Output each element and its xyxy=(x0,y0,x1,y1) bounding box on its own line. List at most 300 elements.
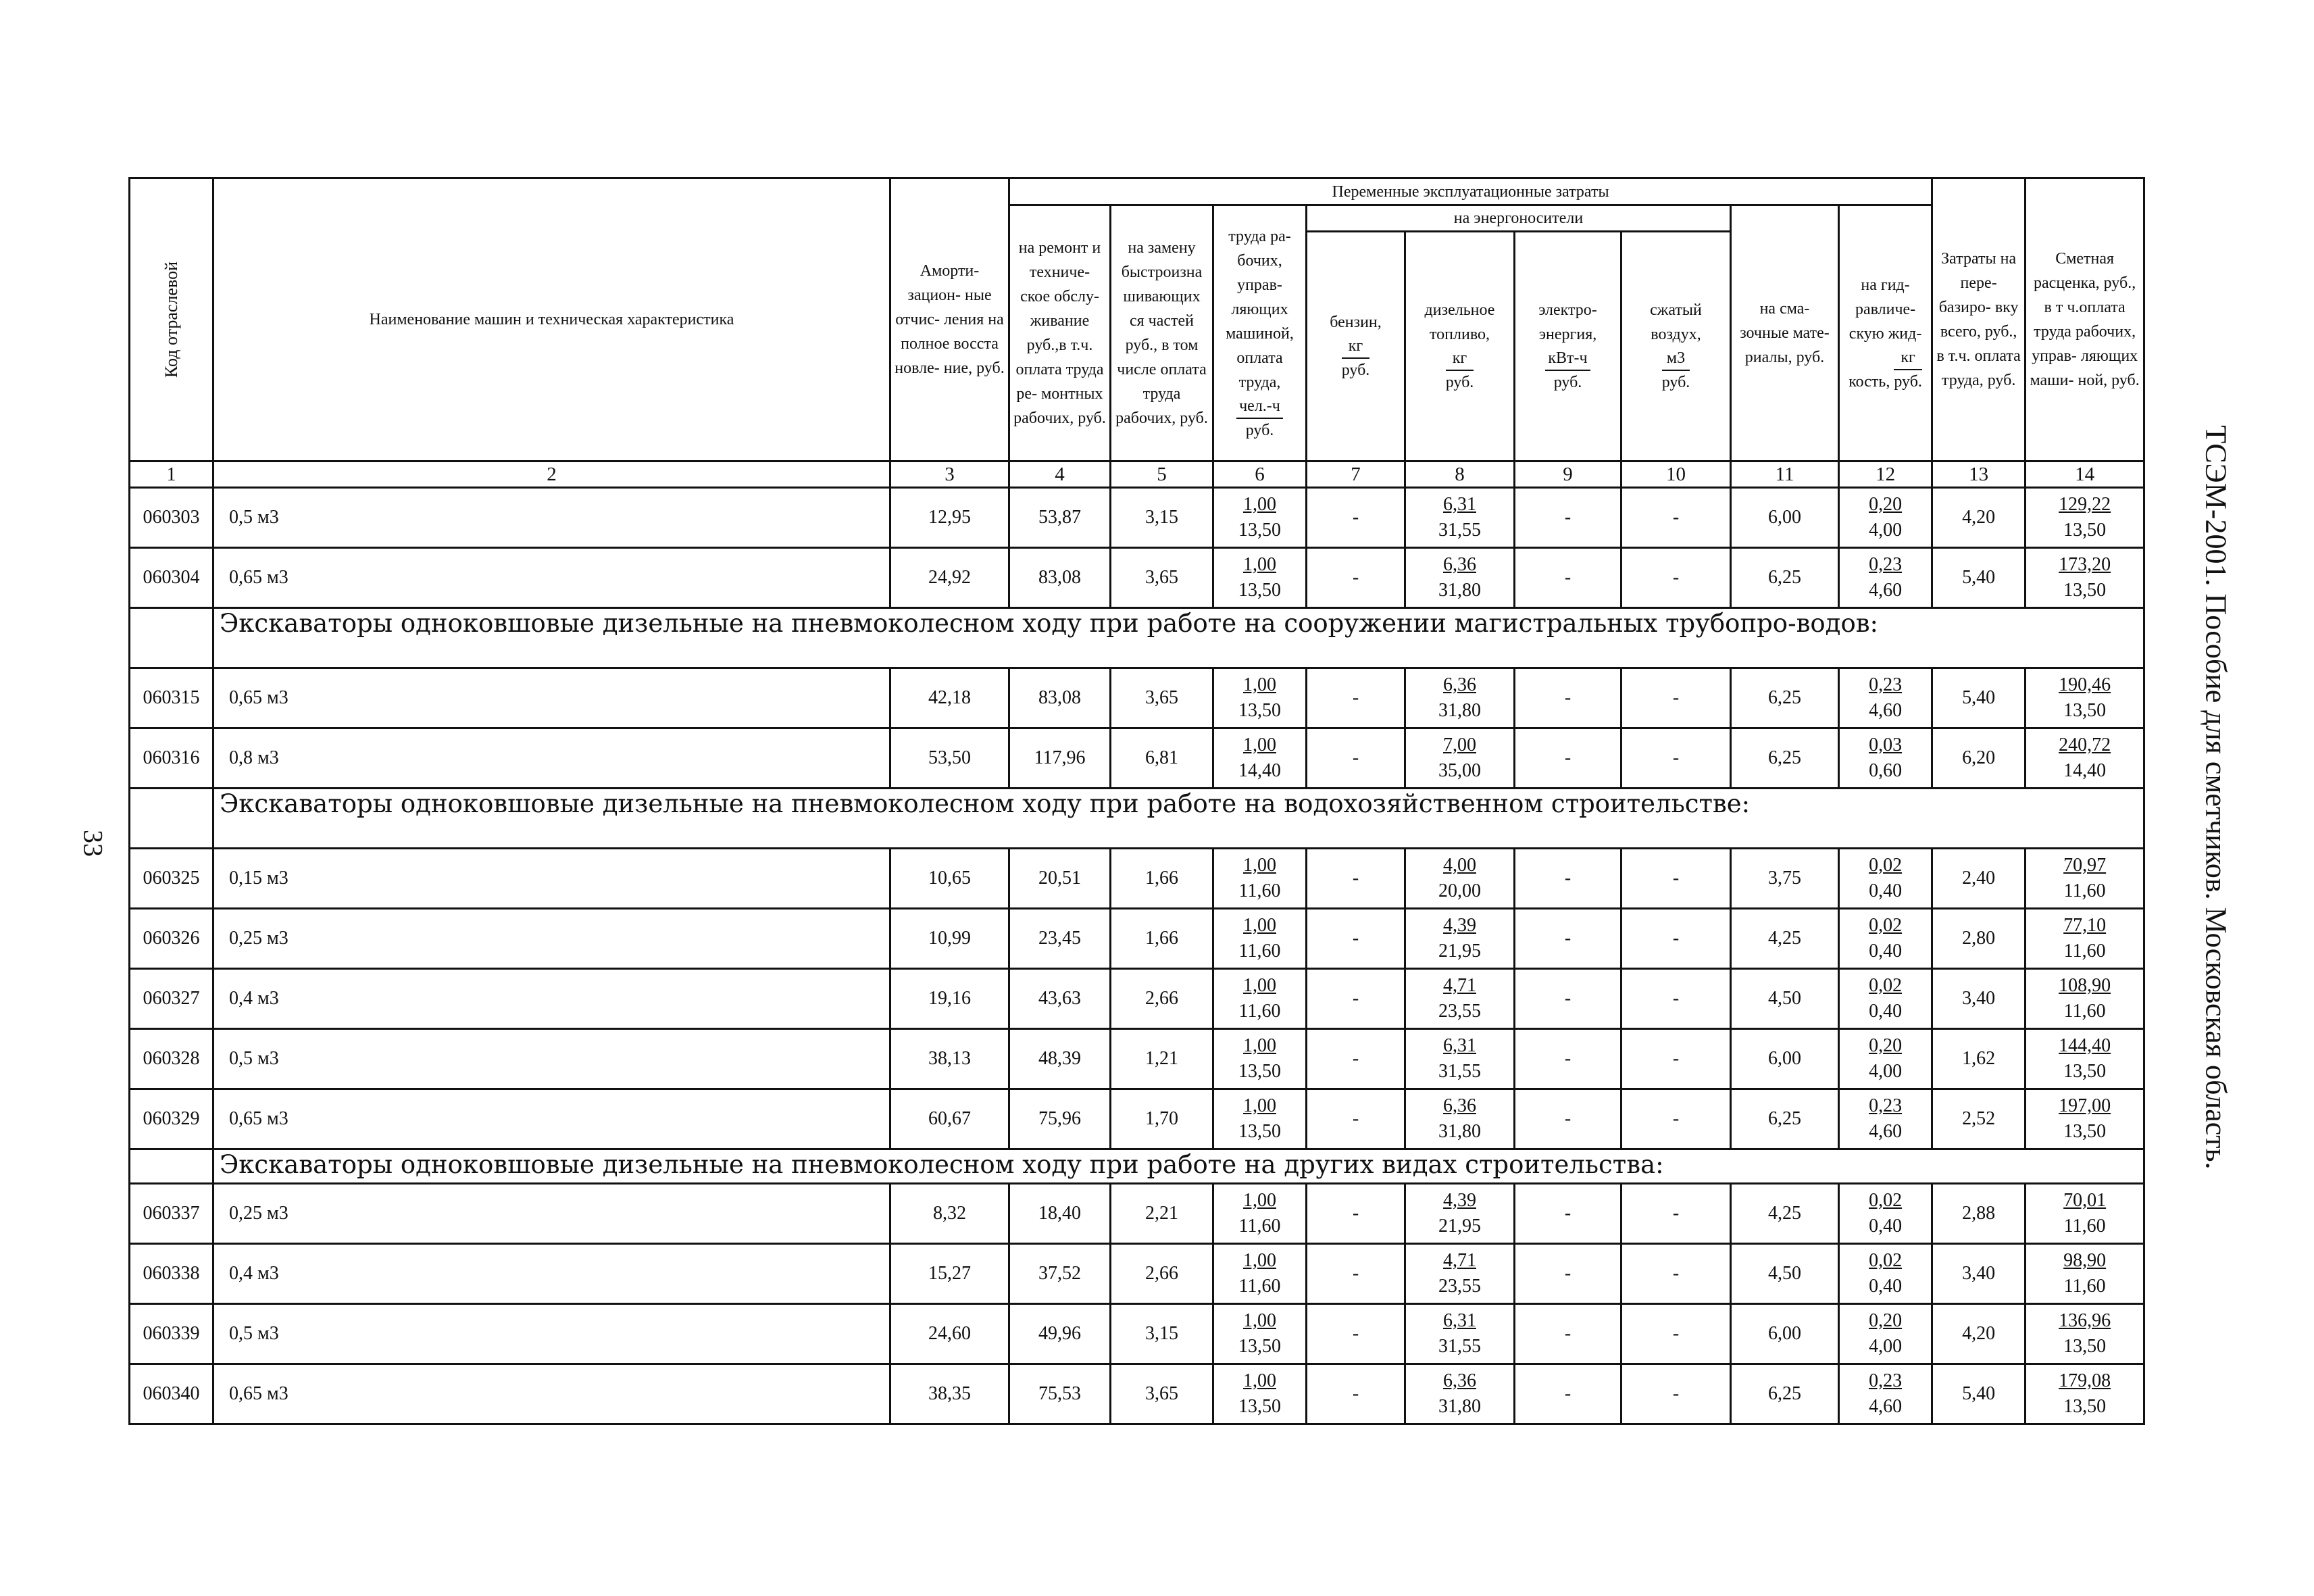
header-repair: на ремонт и техниче- ское обслу- живание руб.,в т.ч. оплата труда ре- монтных рабочих, руб. xyxy=(1009,205,1111,462)
row-estimate xyxy=(2026,1364,2144,1424)
col-number: 13 xyxy=(1932,462,2026,488)
table-row xyxy=(130,1244,2144,1304)
col-number: 7 xyxy=(1307,462,1405,488)
row-electricity: - xyxy=(1515,1029,1621,1089)
row-repair: 117,96 xyxy=(1009,728,1111,789)
row-repair: 49,96 xyxy=(1009,1304,1111,1364)
row-hydraulic-top: 0,23 xyxy=(1869,1370,1903,1391)
row-diesel-bottom: 20,00 xyxy=(1438,880,1481,901)
row-amortization: 53,50 xyxy=(890,728,1009,789)
row-labor-top: 1,00 xyxy=(1243,1370,1276,1391)
row-estimate xyxy=(2026,548,2144,608)
row-name: 0,4 м3 xyxy=(213,1244,890,1304)
row-diesel-bottom: 31,80 xyxy=(1438,1396,1481,1417)
row-diesel xyxy=(1405,1304,1515,1364)
row-estimate-top: 240,72 xyxy=(2059,734,2111,755)
row-diesel xyxy=(1405,1244,1515,1304)
row-code: 060304 xyxy=(130,548,213,608)
row-compressed-air: - xyxy=(1621,1364,1731,1424)
row-petrol: - xyxy=(1307,488,1405,548)
row-diesel-top: 6,36 xyxy=(1443,1370,1476,1391)
row-relocation: 4,20 xyxy=(1932,488,2026,548)
machine-cost-table xyxy=(128,177,2145,1425)
row-diesel-top: 6,31 xyxy=(1443,1035,1476,1056)
header-labor xyxy=(1213,205,1307,462)
row-lubricants: 4,50 xyxy=(1731,1244,1839,1304)
header-electricity: электро- энергия, кВт-ч руб. xyxy=(1515,232,1621,462)
row-labor xyxy=(1213,728,1307,789)
row-name: 0,65 м3 xyxy=(213,548,890,608)
header-variable-costs: Переменные эксплуатационные затраты xyxy=(1009,178,1932,205)
row-estimate-top: 77,10 xyxy=(2063,915,2107,936)
row-name: 0,8 м3 xyxy=(213,728,890,789)
row-parts: 3,65 xyxy=(1111,668,1213,728)
row-petrol: - xyxy=(1307,1029,1405,1089)
row-compressed-air: - xyxy=(1621,969,1731,1029)
row-compressed-air: - xyxy=(1621,1244,1731,1304)
col-number: 2 xyxy=(213,462,890,488)
row-labor xyxy=(1213,1244,1307,1304)
row-estimate-bottom: 11,60 xyxy=(2063,880,2106,901)
row-code: 060340 xyxy=(130,1364,213,1424)
row-name: 0,65 м3 xyxy=(213,1364,890,1424)
row-name: 0,65 м3 xyxy=(213,668,890,728)
row-diesel-top: 4,39 xyxy=(1443,1190,1476,1211)
group0-body xyxy=(130,488,2144,608)
header-hydraulic-text: на гид- равличе- скую жид- кость, xyxy=(1848,276,1922,391)
row-compressed-air: - xyxy=(1621,1304,1731,1364)
row-parts: 2,66 xyxy=(1111,969,1213,1029)
row-labor-bottom: 13,50 xyxy=(1238,1336,1281,1357)
row-petrol: - xyxy=(1307,1304,1405,1364)
row-code: 060328 xyxy=(130,1029,213,1089)
row-compressed-air: - xyxy=(1621,668,1731,728)
table-row xyxy=(130,909,2144,969)
row-amortization: 10,65 xyxy=(890,849,1009,909)
row-petrol: - xyxy=(1307,1364,1405,1424)
row-parts: 6,81 xyxy=(1111,728,1213,789)
table-row xyxy=(130,1029,2144,1089)
row-lubricants: 6,00 xyxy=(1731,1304,1839,1364)
row-hydraulic-top: 0,23 xyxy=(1869,674,1903,695)
header-hydraulic xyxy=(1839,205,1932,462)
row-estimate-bottom: 11,60 xyxy=(2063,941,2106,962)
page-number: 33 xyxy=(78,830,109,857)
row-diesel-top: 6,31 xyxy=(1443,494,1476,515)
table-row xyxy=(130,969,2144,1029)
row-relocation: 5,40 xyxy=(1932,668,2026,728)
table-row xyxy=(130,1184,2144,1244)
row-name: 0,25 м3 xyxy=(213,909,890,969)
row-labor-top: 1,00 xyxy=(1243,494,1276,515)
row-diesel-bottom: 31,55 xyxy=(1438,1336,1481,1357)
row-code: 060316 xyxy=(130,728,213,789)
row-hydraulic xyxy=(1839,1364,1932,1424)
row-repair: 83,08 xyxy=(1009,548,1111,608)
table-row xyxy=(130,1304,2144,1364)
row-diesel-bottom: 35,00 xyxy=(1438,760,1481,781)
row-diesel-top: 6,36 xyxy=(1443,1095,1476,1116)
row-code: 060329 xyxy=(130,1089,213,1149)
row-labor-top: 1,00 xyxy=(1243,915,1276,936)
row-hydraulic xyxy=(1839,1304,1932,1364)
row-diesel xyxy=(1405,548,1515,608)
row-hydraulic-bottom: 4,60 xyxy=(1869,580,1903,601)
row-code: 060315 xyxy=(130,668,213,728)
row-repair: 43,63 xyxy=(1009,969,1111,1029)
row-labor-bottom: 11,60 xyxy=(1238,1276,1281,1297)
row-hydraulic-top: 0,23 xyxy=(1869,554,1903,575)
row-hydraulic-bottom: 4,60 xyxy=(1869,1121,1903,1142)
row-estimate-bottom: 14,40 xyxy=(2063,760,2107,781)
row-compressed-air: - xyxy=(1621,1029,1731,1089)
row-estimate xyxy=(2026,488,2144,548)
table-row xyxy=(130,548,2144,608)
row-lubricants: 6,25 xyxy=(1731,548,1839,608)
row-code: 060326 xyxy=(130,909,213,969)
row-name: 0,5 м3 xyxy=(213,488,890,548)
row-amortization: 8,32 xyxy=(890,1184,1009,1244)
row-labor-bottom: 13,50 xyxy=(1238,520,1281,541)
row-relocation: 2,40 xyxy=(1932,849,2026,909)
header-code-label: Код отраслевой xyxy=(161,261,181,378)
row-diesel xyxy=(1405,668,1515,728)
row-name: 0,4 м3 xyxy=(213,969,890,1029)
row-estimate-bottom: 13,50 xyxy=(2063,700,2107,721)
row-code: 060339 xyxy=(130,1304,213,1364)
row-labor-top: 1,00 xyxy=(1243,1095,1276,1116)
row-relocation: 6,20 xyxy=(1932,728,2026,789)
row-lubricants: 6,00 xyxy=(1731,1029,1839,1089)
row-parts: 3,65 xyxy=(1111,1364,1213,1424)
row-parts: 1,21 xyxy=(1111,1029,1213,1089)
row-estimate xyxy=(2026,849,2144,909)
row-repair: 18,40 xyxy=(1009,1184,1111,1244)
row-hydraulic-top: 0,02 xyxy=(1869,1190,1903,1211)
row-amortization: 19,16 xyxy=(890,969,1009,1029)
row-lubricants: 3,75 xyxy=(1731,849,1839,909)
row-electricity: - xyxy=(1515,728,1621,789)
section-row xyxy=(130,608,2144,668)
row-hydraulic-bottom: 4,60 xyxy=(1869,700,1903,721)
row-hydraulic-bottom: 4,60 xyxy=(1869,1396,1903,1417)
row-amortization: 10,99 xyxy=(890,909,1009,969)
row-electricity: - xyxy=(1515,668,1621,728)
row-labor-top: 1,00 xyxy=(1243,734,1276,755)
table-row xyxy=(130,668,2144,728)
row-estimate-top: 70,97 xyxy=(2063,855,2107,876)
header-energy: на энергоносители xyxy=(1307,205,1731,232)
header-diesel: дизельное топливо, кг руб. xyxy=(1405,232,1515,462)
row-petrol: - xyxy=(1307,668,1405,728)
row-hydraulic-bottom: 0,40 xyxy=(1869,1276,1903,1297)
row-amortization: 38,13 xyxy=(890,1029,1009,1089)
row-electricity: - xyxy=(1515,548,1621,608)
row-relocation: 5,40 xyxy=(1932,1364,2026,1424)
row-diesel-top: 4,39 xyxy=(1443,915,1476,936)
row-labor-top: 1,00 xyxy=(1243,674,1276,695)
row-repair: 83,08 xyxy=(1009,668,1111,728)
row-hydraulic xyxy=(1839,548,1932,608)
row-hydraulic xyxy=(1839,728,1932,789)
row-labor-bottom: 11,60 xyxy=(1238,880,1281,901)
row-repair: 53,87 xyxy=(1009,488,1111,548)
row-estimate-top: 173,20 xyxy=(2059,554,2111,575)
row-labor xyxy=(1213,1304,1307,1364)
row-amortization: 38,35 xyxy=(890,1364,1009,1424)
row-code: 060327 xyxy=(130,969,213,1029)
row-relocation: 2,52 xyxy=(1932,1089,2026,1149)
row-diesel xyxy=(1405,1364,1515,1424)
column-numbers-row xyxy=(130,462,2144,488)
row-labor-bottom: 13,50 xyxy=(1238,1396,1281,1417)
document-title: ТСЭМ-2001. Пособие для сметчиков. Московская область. xyxy=(2199,425,2233,1170)
table-row xyxy=(130,488,2144,548)
row-labor xyxy=(1213,1364,1307,1424)
row-compressed-air: - xyxy=(1621,1184,1731,1244)
row-code: 060337 xyxy=(130,1184,213,1244)
row-estimate-top: 179,08 xyxy=(2059,1370,2111,1391)
row-diesel-top: 6,36 xyxy=(1443,554,1476,575)
row-labor xyxy=(1213,849,1307,909)
row-estimate xyxy=(2026,909,2144,969)
row-petrol: - xyxy=(1307,1089,1405,1149)
row-hydraulic-bottom: 0,60 xyxy=(1869,760,1903,781)
row-hydraulic-top: 0,03 xyxy=(1869,734,1903,755)
row-code: 060338 xyxy=(130,1244,213,1304)
row-diesel-bottom: 21,95 xyxy=(1438,941,1481,962)
header-parts: на замену быстроизна шивающих ся частей руб., в том числе оплата труда рабочих, руб. xyxy=(1111,205,1213,462)
row-labor xyxy=(1213,909,1307,969)
row-estimate-top: 197,00 xyxy=(2059,1095,2111,1116)
row-compressed-air: - xyxy=(1621,548,1731,608)
header-labor-unit: чел.-ч руб. xyxy=(1236,395,1283,442)
col-number: 3 xyxy=(890,462,1009,488)
row-estimate-bottom: 11,60 xyxy=(2063,1276,2106,1297)
row-labor-bottom: 13,50 xyxy=(1238,1061,1281,1082)
row-labor-top: 1,00 xyxy=(1243,1310,1276,1331)
col-number: 4 xyxy=(1009,462,1111,488)
row-diesel xyxy=(1405,1184,1515,1244)
row-electricity: - xyxy=(1515,969,1621,1029)
row-name: 0,25 м3 xyxy=(213,1184,890,1244)
row-lubricants: 4,25 xyxy=(1731,1184,1839,1244)
row-relocation: 3,40 xyxy=(1932,1244,2026,1304)
row-compressed-air: - xyxy=(1621,728,1731,789)
row-estimate-top: 136,96 xyxy=(2059,1310,2111,1331)
row-diesel xyxy=(1405,849,1515,909)
row-estimate-top: 98,90 xyxy=(2063,1250,2107,1271)
row-lubricants: 6,00 xyxy=(1731,488,1839,548)
row-repair: 20,51 xyxy=(1009,849,1111,909)
row-estimate xyxy=(2026,1244,2144,1304)
row-labor xyxy=(1213,668,1307,728)
row-electricity: - xyxy=(1515,1364,1621,1424)
row-labor-bottom: 13,50 xyxy=(1238,1121,1281,1142)
row-electricity: - xyxy=(1515,909,1621,969)
row-repair: 23,45 xyxy=(1009,909,1111,969)
row-amortization: 15,27 xyxy=(890,1244,1009,1304)
row-hydraulic xyxy=(1839,969,1932,1029)
col-number: 10 xyxy=(1621,462,1731,488)
row-hydraulic xyxy=(1839,1184,1932,1244)
header-name: Наименование машин и техническая характеристика xyxy=(213,178,890,462)
row-estimate-bottom: 11,60 xyxy=(2063,1001,2106,1022)
row-estimate-top: 70,01 xyxy=(2063,1190,2107,1211)
row-diesel-bottom: 31,55 xyxy=(1438,1061,1481,1082)
row-labor xyxy=(1213,548,1307,608)
row-parts: 3,15 xyxy=(1111,1304,1213,1364)
row-labor-bottom: 13,50 xyxy=(1238,580,1281,601)
col-number: 14 xyxy=(2026,462,2144,488)
row-diesel-top: 4,71 xyxy=(1443,975,1476,996)
row-estimate xyxy=(2026,1184,2144,1244)
header-hydraulic-unit: кг руб. xyxy=(1894,346,1922,393)
row-labor-top: 1,00 xyxy=(1243,855,1276,876)
section2-body xyxy=(130,789,2144,849)
row-diesel xyxy=(1405,969,1515,1029)
header-code xyxy=(130,178,213,462)
row-electricity: - xyxy=(1515,1244,1621,1304)
row-diesel-bottom: 31,55 xyxy=(1438,520,1481,541)
row-hydraulic-bottom: 4,00 xyxy=(1869,1336,1903,1357)
row-petrol: - xyxy=(1307,728,1405,789)
row-labor-bottom: 11,60 xyxy=(1238,1216,1281,1237)
row-diesel-bottom: 31,80 xyxy=(1438,1121,1481,1142)
row-estimate xyxy=(2026,728,2144,789)
row-petrol: - xyxy=(1307,1184,1405,1244)
row-diesel-bottom: 31,80 xyxy=(1438,580,1481,601)
row-estimate xyxy=(2026,1304,2144,1364)
table-row xyxy=(130,849,2144,909)
row-labor xyxy=(1213,969,1307,1029)
col-number: 8 xyxy=(1405,462,1515,488)
section-title: Экскаваторы одноковшовые дизельные на пневмоколесном ходу при работе на водохозяйственном строительстве: xyxy=(213,789,2144,849)
row-code: 060325 xyxy=(130,849,213,909)
row-labor-bottom: 14,40 xyxy=(1238,760,1281,781)
row-estimate-bottom: 13,50 xyxy=(2063,1061,2107,1082)
col-number: 9 xyxy=(1515,462,1621,488)
row-labor xyxy=(1213,488,1307,548)
row-labor-top: 1,00 xyxy=(1243,554,1276,575)
row-relocation: 4,20 xyxy=(1932,1304,2026,1364)
row-estimate-top: 129,22 xyxy=(2059,494,2111,515)
row-labor-bottom: 13,50 xyxy=(1238,700,1281,721)
row-hydraulic-top: 0,02 xyxy=(1869,975,1903,996)
row-estimate xyxy=(2026,969,2144,1029)
row-parts: 1,66 xyxy=(1111,849,1213,909)
row-name: 0,5 м3 xyxy=(213,1029,890,1089)
row-labor-bottom: 11,60 xyxy=(1238,941,1281,962)
row-electricity: - xyxy=(1515,849,1621,909)
row-hydraulic-top: 0,23 xyxy=(1869,1095,1903,1116)
row-hydraulic xyxy=(1839,909,1932,969)
row-electricity: - xyxy=(1515,1184,1621,1244)
row-petrol: - xyxy=(1307,548,1405,608)
row-labor-top: 1,00 xyxy=(1243,1190,1276,1211)
row-diesel-bottom: 31,80 xyxy=(1438,700,1481,721)
row-diesel-top: 4,71 xyxy=(1443,1250,1476,1271)
row-hydraulic-top: 0,20 xyxy=(1869,1035,1903,1056)
section-title: Экскаваторы одноковшовые дизельные на пневмоколесном ходу при работе на других видах строительства: xyxy=(213,1149,2144,1184)
table-row xyxy=(130,1364,2144,1424)
row-electricity: - xyxy=(1515,1089,1621,1149)
row-hydraulic xyxy=(1839,668,1932,728)
row-diesel-top: 6,36 xyxy=(1443,674,1476,695)
row-diesel xyxy=(1405,1029,1515,1089)
row-hydraulic-bottom: 0,40 xyxy=(1869,880,1903,901)
col-number: 6 xyxy=(1213,462,1307,488)
row-parts: 3,15 xyxy=(1111,488,1213,548)
row-name: 0,15 м3 xyxy=(213,849,890,909)
row-estimate-bottom: 11,60 xyxy=(2063,1216,2106,1237)
row-labor xyxy=(1213,1184,1307,1244)
row-hydraulic xyxy=(1839,488,1932,548)
row-diesel xyxy=(1405,909,1515,969)
row-labor-bottom: 11,60 xyxy=(1238,1001,1281,1022)
row-hydraulic-bottom: 4,00 xyxy=(1869,520,1903,541)
row-lubricants: 6,25 xyxy=(1731,668,1839,728)
row-hydraulic-top: 0,02 xyxy=(1869,1250,1903,1271)
row-relocation: 2,80 xyxy=(1932,909,2026,969)
group2-body xyxy=(130,849,2144,1149)
row-diesel xyxy=(1405,728,1515,789)
row-estimate-bottom: 13,50 xyxy=(2063,580,2107,601)
col-number: 12 xyxy=(1839,462,1932,488)
row-parts: 3,65 xyxy=(1111,548,1213,608)
row-compressed-air: - xyxy=(1621,488,1731,548)
row-labor-top: 1,00 xyxy=(1243,1035,1276,1056)
row-estimate-top: 190,46 xyxy=(2059,674,2111,695)
row-amortization: 60,67 xyxy=(890,1089,1009,1149)
row-hydraulic-top: 0,20 xyxy=(1869,1310,1903,1331)
row-hydraulic xyxy=(1839,849,1932,909)
header-compressed-air: сжатый воздух, м3 руб. xyxy=(1621,232,1731,462)
row-amortization: 12,95 xyxy=(890,488,1009,548)
section-title: Экскаваторы одноковшовые дизельные на пневмоколесном ходу при работе на сооружении магистральных трубопро-водов: xyxy=(213,608,2144,668)
row-estimate-bottom: 13,50 xyxy=(2063,1336,2107,1357)
header-labor-text: труда ра- бочих, управ- ляющих машиной, оплата труда, xyxy=(1226,227,1294,391)
row-hydraulic xyxy=(1839,1244,1932,1304)
row-parts: 2,21 xyxy=(1111,1184,1213,1244)
row-repair: 75,53 xyxy=(1009,1364,1111,1424)
row-hydraulic-bottom: 4,00 xyxy=(1869,1061,1903,1082)
row-hydraulic-top: 0,02 xyxy=(1869,855,1903,876)
row-estimate-top: 108,90 xyxy=(2059,975,2111,996)
row-petrol: - xyxy=(1307,909,1405,969)
row-labor-top: 1,00 xyxy=(1243,1250,1276,1271)
row-lubricants: 4,50 xyxy=(1731,969,1839,1029)
row-estimate-bottom: 13,50 xyxy=(2063,1121,2107,1142)
row-amortization: 24,60 xyxy=(890,1304,1009,1364)
row-parts: 2,66 xyxy=(1111,1244,1213,1304)
row-parts: 1,70 xyxy=(1111,1089,1213,1149)
row-diesel xyxy=(1405,488,1515,548)
row-relocation: 3,40 xyxy=(1932,969,2026,1029)
col-number: 5 xyxy=(1111,462,1213,488)
row-relocation: 5,40 xyxy=(1932,548,2026,608)
row-compressed-air: - xyxy=(1621,909,1731,969)
row-lubricants: 6,25 xyxy=(1731,1089,1839,1149)
row-compressed-air: - xyxy=(1621,849,1731,909)
row-hydraulic-bottom: 0,40 xyxy=(1869,941,1903,962)
row-petrol: - xyxy=(1307,849,1405,909)
section1-body xyxy=(130,608,2144,668)
row-petrol: - xyxy=(1307,969,1405,1029)
section-row xyxy=(130,1149,2144,1184)
row-electricity: - xyxy=(1515,1304,1621,1364)
row-labor xyxy=(1213,1029,1307,1089)
